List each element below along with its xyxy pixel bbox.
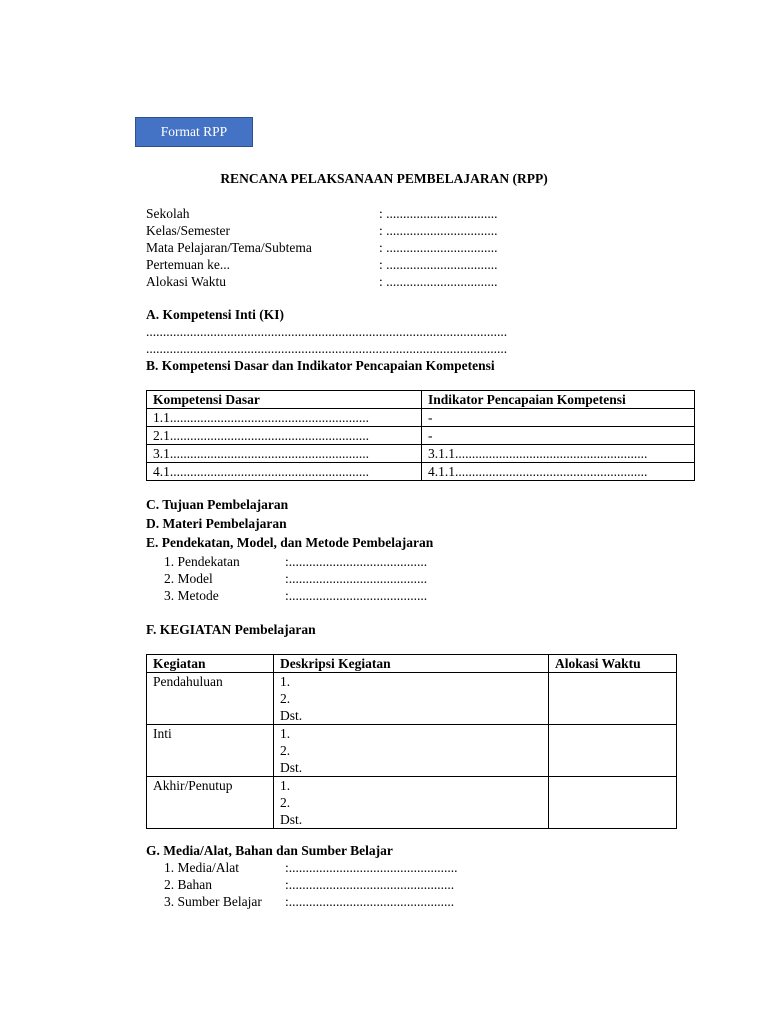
table-row: [147, 463, 695, 481]
item-label: 2. Model: [164, 571, 213, 586]
section-f-heading: F. KEGIATAN Pembelajaran: [146, 622, 316, 637]
table-row: [147, 445, 695, 463]
deskripsi-cell: [274, 725, 549, 777]
kegiatan-cell: Akhir/Penutup: [147, 777, 274, 829]
identity-label: Pertemuan ke...: [146, 257, 230, 272]
desc-line: Dst.: [280, 812, 303, 827]
section-a-line: ...........................................................................................................: [146, 341, 508, 356]
table-cell: 2.1...........................................................: [147, 427, 422, 445]
section-g-heading: G. Media/Alat, Bahan dan Sumber Belajar: [146, 843, 393, 858]
item-label: 1. Pendekatan: [164, 554, 240, 569]
section-g-item: [146, 859, 566, 876]
section-e-item: [146, 587, 546, 604]
deskripsi-cell: [274, 673, 549, 725]
format-rpp-badge: Format RPP: [135, 117, 253, 147]
table-header-cell: Kegiatan: [147, 655, 274, 673]
table-cell: 1.1...........................................................: [147, 409, 422, 427]
alokasi-cell: [549, 673, 677, 725]
table-row: [147, 409, 695, 427]
item-label: 1. Media/Alat: [164, 860, 239, 875]
identity-row-alokasi: [146, 273, 646, 290]
section-g-item: [146, 876, 566, 893]
identity-label: Sekolah: [146, 206, 190, 221]
identity-value: : .................................: [379, 257, 498, 272]
item-value: :.................................................: [285, 894, 455, 909]
item-value: :.........................................: [285, 571, 428, 586]
item-label: 2. Bahan: [164, 877, 212, 892]
kegiatan-table: [146, 654, 677, 829]
item-label: 3. Sumber Belajar: [164, 894, 262, 909]
table-header-cell: Alokasi Waktu: [549, 655, 677, 673]
document-title: RENCANA PELAKSANAAN PEMBELAJARAN (RPP): [220, 171, 548, 186]
section-d-heading: D. Materi Pembelajaran: [146, 516, 287, 531]
table-header-row: [147, 655, 677, 673]
table-cell: -: [422, 427, 695, 445]
kegiatan-cell: Inti: [147, 725, 274, 777]
table-cell: -: [422, 409, 695, 427]
table-cell: 4.1.1.........................................................: [422, 463, 695, 481]
section-c-heading: C. Tujuan Pembelajaran: [146, 497, 289, 512]
table-header-cell: Indikator Pencapaian Kompetensi: [422, 391, 695, 409]
item-value: :.........................................: [285, 588, 428, 603]
identity-row-mapel: [146, 239, 646, 256]
identity-row-pertemuan: [146, 256, 646, 273]
identity-row-sekolah: [146, 205, 646, 222]
desc-line: 2.: [280, 795, 291, 810]
alokasi-cell: [549, 777, 677, 829]
identity-value: : .................................: [379, 206, 498, 221]
section-b-heading: B. Kompetensi Dasar dan Indikator Pencapaian Kompetensi: [146, 358, 495, 373]
desc-line: 2.: [280, 743, 291, 758]
table-cell: 3.1...........................................................: [147, 445, 422, 463]
table-row: [147, 427, 695, 445]
desc-line: 1.: [280, 726, 291, 741]
section-e-heading: E. Pendekatan, Model, dan Metode Pembelajaran: [146, 535, 434, 550]
identity-label: Alokasi Waktu: [146, 274, 227, 289]
desc-line: Dst.: [280, 760, 303, 775]
identity-label: Mata Pelajaran/Tema/Subtema: [146, 240, 312, 255]
desc-line: 1.: [280, 674, 291, 689]
identity-value: : .................................: [379, 274, 498, 289]
table-header-cell: Deskripsi Kegiatan: [274, 655, 549, 673]
identity-value: : .................................: [379, 240, 498, 255]
table-row: [147, 725, 677, 777]
item-value: :..................................................: [285, 860, 458, 875]
section-g-item: [146, 893, 566, 910]
item-value: :.................................................: [285, 877, 455, 892]
kegiatan-cell: Pendahuluan: [147, 673, 274, 725]
item-label: 3. Metode: [164, 588, 219, 603]
identity-label: Kelas/Semester: [146, 223, 230, 238]
identity-value: : .................................: [379, 223, 498, 238]
identity-row-kelas: [146, 222, 646, 239]
item-value: :.........................................: [285, 554, 428, 569]
desc-line: 1.: [280, 778, 291, 793]
section-e-item: [146, 570, 546, 587]
table-header-row: [147, 391, 695, 409]
deskripsi-cell: [274, 777, 549, 829]
table-header-cell: Kompetensi Dasar: [147, 391, 422, 409]
table-cell: 3.1.1.........................................................: [422, 445, 695, 463]
section-e-item: [146, 553, 546, 570]
section-a-heading: A. Kompetensi Inti (KI): [146, 307, 284, 322]
desc-line: Dst.: [280, 708, 303, 723]
table-row: [147, 673, 677, 725]
table-cell: 4.1...........................................................: [147, 463, 422, 481]
section-a-line: ...........................................................................................................: [146, 324, 508, 339]
table-row: [147, 777, 677, 829]
desc-line: 2.: [280, 691, 291, 706]
alokasi-cell: [549, 725, 677, 777]
kompetensi-dasar-table: [146, 390, 695, 481]
